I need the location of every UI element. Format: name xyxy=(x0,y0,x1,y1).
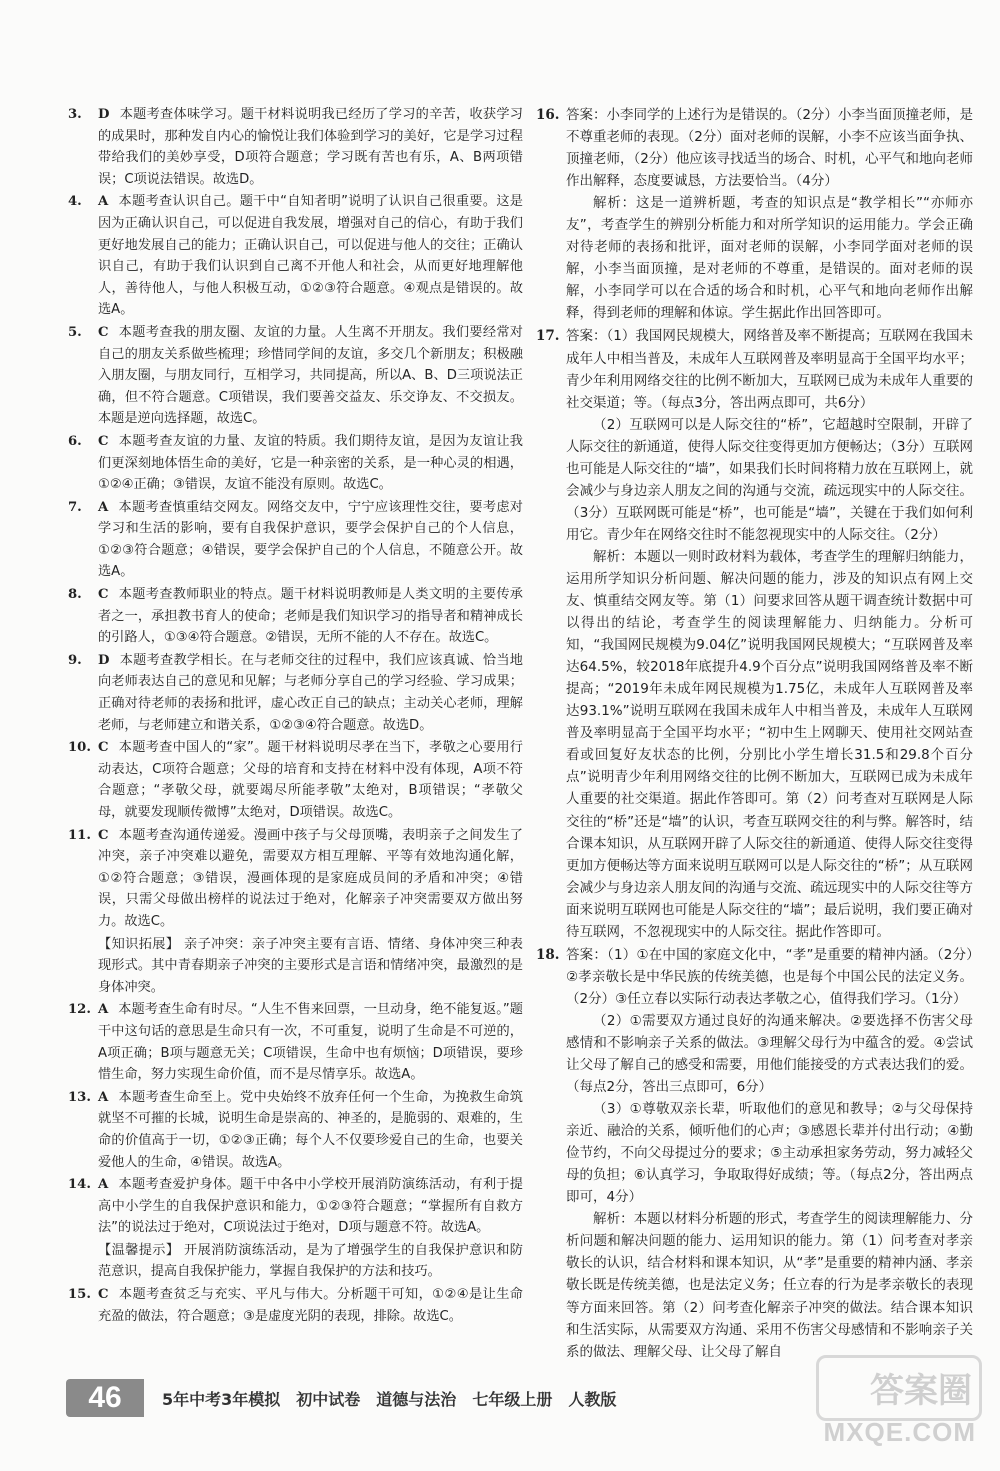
item-answer: C xyxy=(98,1287,109,1303)
item-number: 8. xyxy=(68,587,82,603)
answer-item xyxy=(536,104,973,324)
item-paragraph: 解析：本题以一则时政材料为载体，考查学生的理解归纳能力，运用所学知识分析问题、解决问题的能力，涉及的知识点有网上交友、慎重结交网友等。第（1）问要求回答从题干调查统计数据中可以得出的结论，考查学生的阅读理解能力、归纳能力。分析可知，“我国网民规模为9.04亿”说明我国网民规模大；“互联网普及率达64.5%，较2018年底提升4.9个百分点”说明我国网络普及率不断提高；“2019年未成年网民规模为1.75亿，未成年人互联网普及率达93.1%”说明互联网在我国未成年人中相当普及，未成年人互联网普及率明显高于全国平均水平；“初中生上网聊天、使用社交网站查看或回复好友状态的比例，分别比小学生增长31.5和29.8个百分点”说明青少年利用网络交往的比例不断加大，互联网已成为未成年人重要的社交渠道。据此作答即可。第（2）问考查对互联网是人际交往的“桥”还是“墙”的认识，考查互联网交往的利与弊。解答时，结合课本知识，从互联网开辟了人际交往的新通道、使得人际交往变得更加方便畅达等方面来说明互联网可以是人际交往的“桥”；从互联网会减少与身边亲人朋友间的沟通与交流、疏远现实中的人际交往等方面来说明互联网也可能是人际交往的“墙”；最后说明，我们要正确对待互联网，不忽视现实中的人际交往。据此作答即可。 xyxy=(566,548,973,940)
answer-item xyxy=(68,104,523,190)
watermark-text: MXQE.COM xyxy=(823,1417,976,1447)
item-body xyxy=(566,104,973,324)
item-answer: C xyxy=(98,740,109,756)
item-text: 答案：（1）我国网民规模大，网络普及率不断提高；互联网在我国未成年人中相当普及，未成年人互联网普及率明显高于全国平均水平；青少年利用网络交往的比例不断加大，互联网已成为未成年人重要的社交渠道；等。（每点3分，答出两点即可，共6分） xyxy=(566,328,973,411)
item-number: 11. xyxy=(68,827,91,843)
item-body xyxy=(566,944,973,1363)
item-text: 本题考查中国人的“家”。题干材料说明尽孝在当下，孝敬之心要用行动表达，C项符合题意；父母的培育和支持在材料中没有体现，A项不符合题意；“孝敬父母，就要竭尽所能孝敬”太绝对，B项错误；“孝敬父母，就要发现顺传微博”太绝对，D项错误。故选C。 xyxy=(98,740,523,820)
item-number: 14. xyxy=(68,1177,91,1193)
answer-item xyxy=(68,431,523,496)
item-text: 【温馨提示】 开展消防演练活动，是为了增强学生的自我保护意识和防范意识，提高自我保护能力，掌握自我保护的方法和技巧。 xyxy=(98,1242,523,1280)
item-answer: C xyxy=(98,433,109,449)
item-number: 10. xyxy=(68,740,91,756)
item-paragraph: （2）①需要双方通过良好的沟通来解决。②要选择不伤害父母感情和不影响亲子关系的做法。③理解父母行为中蕴含的爱。④尝试让父母了解自己的感受和需要，用他们能接受的方式表达我们的爱。（每点2分，答出三点即可，6分） xyxy=(566,1012,973,1096)
item-text: 本题考查教师职业的特点。题干材料说明教师是人类文明的主要传承者之一，承担教书育人的使命；老师是我们知识学习的指导者和精神成长的引路人，①③④符合题意。②错误，无所不能的人不存在。故选C。 xyxy=(98,587,523,646)
item-number: 15. xyxy=(68,1287,91,1303)
item-text: 本题考查体味学习。题干材料说明我已经历了学习的辛苦，收获学习的成果时，那种发自内心的愉悦让我们体验到学习的美好，它是学习过程带给我们的美妙享受，D项符合题意；学习既有苦也有乐，A、B两项错误；C项说法错误。故选D。 xyxy=(98,107,523,187)
item-body xyxy=(98,431,523,496)
answer-item xyxy=(536,325,973,942)
item-answer: C xyxy=(98,587,109,603)
item-body xyxy=(98,497,523,583)
item-body xyxy=(98,934,523,999)
item-body xyxy=(98,1087,523,1173)
item-body xyxy=(98,825,523,933)
item-text: 本题考查认识自己。题干中“自知者明”说明了认识自己很重要。这是因为正确认识自己，可以促进自我发展，增强对自己的信心，有助于我们更好地发展自己的能力；正确认识自己，可以促进与他人的交往；正确认识自己，有助于我们认识到自己离不开他人和社会，从而更好地理解他人，善待他人，与他人积极互动，①②③符合题意。④观点是错误的。故选A。 xyxy=(98,194,523,318)
footer-type: 初中试卷 xyxy=(296,1389,361,1409)
item-answer: C xyxy=(98,324,109,340)
item-number: 4. xyxy=(68,194,82,210)
watermark xyxy=(812,1355,982,1465)
item-body xyxy=(566,325,973,942)
watermark-logo: 答案圈 xyxy=(870,1371,972,1411)
footer-grade: 七年级上册 xyxy=(472,1389,553,1409)
item-body xyxy=(98,737,523,823)
item-text: 本题考查贫乏与充实、平凡与伟大。分析题干可知，①②④是让生命充盈的做法，符合题意；③是虚度光阴的表现，排除。故选C。 xyxy=(98,1287,523,1324)
item-body xyxy=(98,650,523,736)
answer-item xyxy=(68,650,523,736)
item-number: 16. xyxy=(536,107,560,123)
item-body xyxy=(98,584,523,649)
answer-item xyxy=(68,191,523,321)
item-answer: D xyxy=(98,107,110,122)
item-text: 本题考查慎重结交网友。网络交友中，宁宁应该理性交往，要考虑对学习和生活的影响，要有自我保护意识，要学会保护自己的个人信息，①②③符合题意；④错误，要学会保护自己的个人信息，不随意公开。故选A。 xyxy=(98,499,523,580)
answer-item xyxy=(68,322,523,430)
left-column xyxy=(68,104,523,1328)
item-body xyxy=(98,1174,523,1239)
item-answer: D xyxy=(98,652,110,668)
item-number: 17. xyxy=(536,328,560,345)
item-body xyxy=(98,104,523,190)
item-body xyxy=(98,191,523,321)
item-number: 6. xyxy=(68,433,82,449)
footer-edition: 人教版 xyxy=(568,1389,617,1409)
answer-item xyxy=(536,944,973,1363)
item-text: 本题考查教学相长。在与老师交往的过程中，我们应该真诚、恰当地向老师表达自己的意见和见解；与老师分享自己的学习经验、学习成果；正确对待老师的表扬和批评，虚心改正自己的缺点；主动关心老师，理解老师，与老师建立和谐关系，①②③④符合题意。故选D。 xyxy=(98,652,523,733)
item-text: 答案：（1）①在中国的家庭文化中，“孝”是重要的精神内涵。（2分）②孝亲敬长是中华民族的传统美德，也是每个中国公民的法定义务。（2分）③任立春以实际行动表达孝敬之心，值得我们学习。（1分） xyxy=(566,946,973,1007)
answer-item xyxy=(68,584,523,649)
item-number: 3. xyxy=(68,107,82,122)
item-body xyxy=(98,322,523,430)
answer-item xyxy=(68,999,523,1085)
item-paragraph: 解析：本题以材料分析题的形式，考查学生的阅读理解能力、分析问题和解决问题的能力、运用知识的能力。第（1）问考查对孝亲敬长的认识，结合材料和课本知识，从“孝”是重要的精神内涵、孝亲敬长既是传统美德，也是法定义务；任立春的行为是孝亲敬长的表现等方面来回答。第（2）问考查化解亲子冲突的做法。结合课本知识和生活实际，从需要双方沟通、采用不伤害父母感情和不影响亲子关系的做法、理解父母、让父母了解自 xyxy=(566,1211,973,1360)
right-column xyxy=(536,104,973,1364)
item-text: 答案：小李同学的上述行为是错误的。（2分）小李当面顶撞老师，是不尊重老师的表现。（2分）面对老师的误解，小李不应该当面争执、顶撞老师，（2分）他应该寻找适当的场合、时机，心平气和地向老师作出解释，态度要诚恳，方法要恰当。（4分） xyxy=(566,107,973,190)
page-number: 46 xyxy=(66,1379,144,1417)
footer-subject: 道德与法治 xyxy=(376,1389,457,1409)
item-number: 18. xyxy=(536,946,560,963)
page-footer xyxy=(66,1378,926,1418)
answer-item xyxy=(68,1240,523,1283)
answer-item xyxy=(68,1087,523,1173)
item-answer: A xyxy=(98,1177,109,1193)
item-answer: C xyxy=(98,827,109,843)
footer-info xyxy=(162,1387,616,1410)
item-paragraph: 解析：这是一道辨析题，考查的知识点是“教学相长”“亦师亦友”，考查学生的辨别分析能力和对所学知识的运用能力。学会正确对待老师的表扬和批评，面对老师的误解，小李同学面对老师的误解，小李当面顶撞，是对老师的不尊重，是错误的。面对老师的误解，小李同学可以在合适的场合和时机，心平气和地向老师作出解释，得到老师的理解和体谅。学生据此作出回答即可。 xyxy=(566,195,973,322)
item-text: 本题考查生命有时尽。“人生不售来回票，一旦动身，绝不能复返。”题干中这句话的意思是生命只有一次，不可重复，说明了生命是不可逆的，A项正确；B项与题意无关；C项错误，生命中也有烦恼；D项错误，要珍惜生命，努力实现生命价值，而不是尽情享乐。故选A。 xyxy=(98,1002,523,1083)
item-number: 5. xyxy=(68,324,82,340)
item-number: 12. xyxy=(68,1002,91,1018)
item-text: 【知识拓展】 亲子冲突：亲子冲突主要有言语、情绪、身体冲突三种表现形式。其中青春期亲子冲突的主要形式是言语和情绪冲突，最激烈的是身体冲突。 xyxy=(98,936,523,995)
item-answer: A xyxy=(98,194,109,210)
item-number: 13. xyxy=(68,1089,91,1105)
item-answer: A xyxy=(98,1089,109,1105)
item-text: 本题考查生命至上。党中央始终不放弃任何一个生命，为挽救生命筑就坚不可摧的长城，说明生命是崇高的、神圣的，是脆弱的、艰难的，生命的价值高于一切，①②③正确；每个人不仅要珍爱自己的生命，也要关爱他人的生命，④错误。故选A。 xyxy=(98,1089,523,1170)
item-answer: A xyxy=(98,1002,109,1018)
item-paragraph: （3）①尊敬双亲长辈，听取他们的意见和教导；②与父母保持亲近、融洽的关系，倾听他们的心声；③感恩长辈并付出行动；④勤俭节约，不向父母提过分的要求；⑤主动承担家务劳动，努力减轻父母的负担；⑥认真学习，争取取得好成绩；等。（每点2分，答出两点即可，4分） xyxy=(566,1101,973,1206)
item-text: 本题考查友谊的力量、友谊的特质。我们期待友谊，是因为友谊让我们更深刻地体悟生命的美好，它是一种亲密的关系，是一种心灵的相遇，①②④正确；③错误，友谊不能没有原则。故选C。 xyxy=(98,433,523,493)
item-answer: A xyxy=(98,499,109,515)
item-number xyxy=(68,1240,98,1283)
item-paragraph: （2）互联网可以是人际交往的“桥”，它超越时空限制，开辟了人际交往的新通道，使得人际交往变得更加方便畅达；（3分）互联网也可能是人际交往的“墙”，如果我们长时间将精力放在互联网上，就会减少与身边亲人朋友之间的沟通与交流，疏远现实中的人际交往。（3分）互联网既可能是“桥”，也可能是“墙”，关键在于我们如何利用它。青少年在网络交往时不能忽视现实中的人际交往。（2分） xyxy=(566,416,973,543)
item-number xyxy=(68,934,98,999)
item-body xyxy=(98,1240,523,1283)
item-number: 9. xyxy=(68,652,82,668)
answer-item xyxy=(68,1284,523,1327)
footer-series: 5年中考3年模拟 xyxy=(162,1389,281,1409)
item-text: 本题考查沟通传递爱。漫画中孩子与父母顶嘴，表明亲子之间发生了冲突，亲子冲突难以避免，需要双方相互理解、平等有效地沟通化解，①②符合题意；③错误，漫画体现的是家庭成员间的矛盾和冲突；④错误，只需父母做出榜样的说法过于绝对，化解亲子冲突需要双方做出努力。故选C。 xyxy=(98,827,523,929)
answer-item xyxy=(68,825,523,933)
answer-item xyxy=(68,1174,523,1239)
item-body xyxy=(98,1284,523,1327)
item-text: 本题考查我的朋友圈、友谊的力量。人生离不开朋友。我们要经常对自己的朋友关系做些梳理；珍惜同学间的友谊，多交几个新朋友；积极融入朋友圈，与朋友同行，互相学习，共同提高，所以A、B、D三项说法正确，但不符合题意。C项错误，我们要善交益友、乐交诤友、不交损友。本题是逆向选择题，故选C。 xyxy=(98,324,523,427)
item-number: 7. xyxy=(68,499,82,515)
answer-item xyxy=(68,737,523,823)
item-text: 本题考查爱护身体。题干中各中小学校开展消防演练活动，有利于提高中小学生的自我保护意识和能力，①②③符合题意；“掌握所有自救方法”的说法过于绝对，C项说法过于绝对，D项与题意不符。故选A。 xyxy=(98,1177,523,1236)
answer-item xyxy=(68,497,523,583)
answer-item xyxy=(68,934,523,999)
item-body xyxy=(98,999,523,1085)
